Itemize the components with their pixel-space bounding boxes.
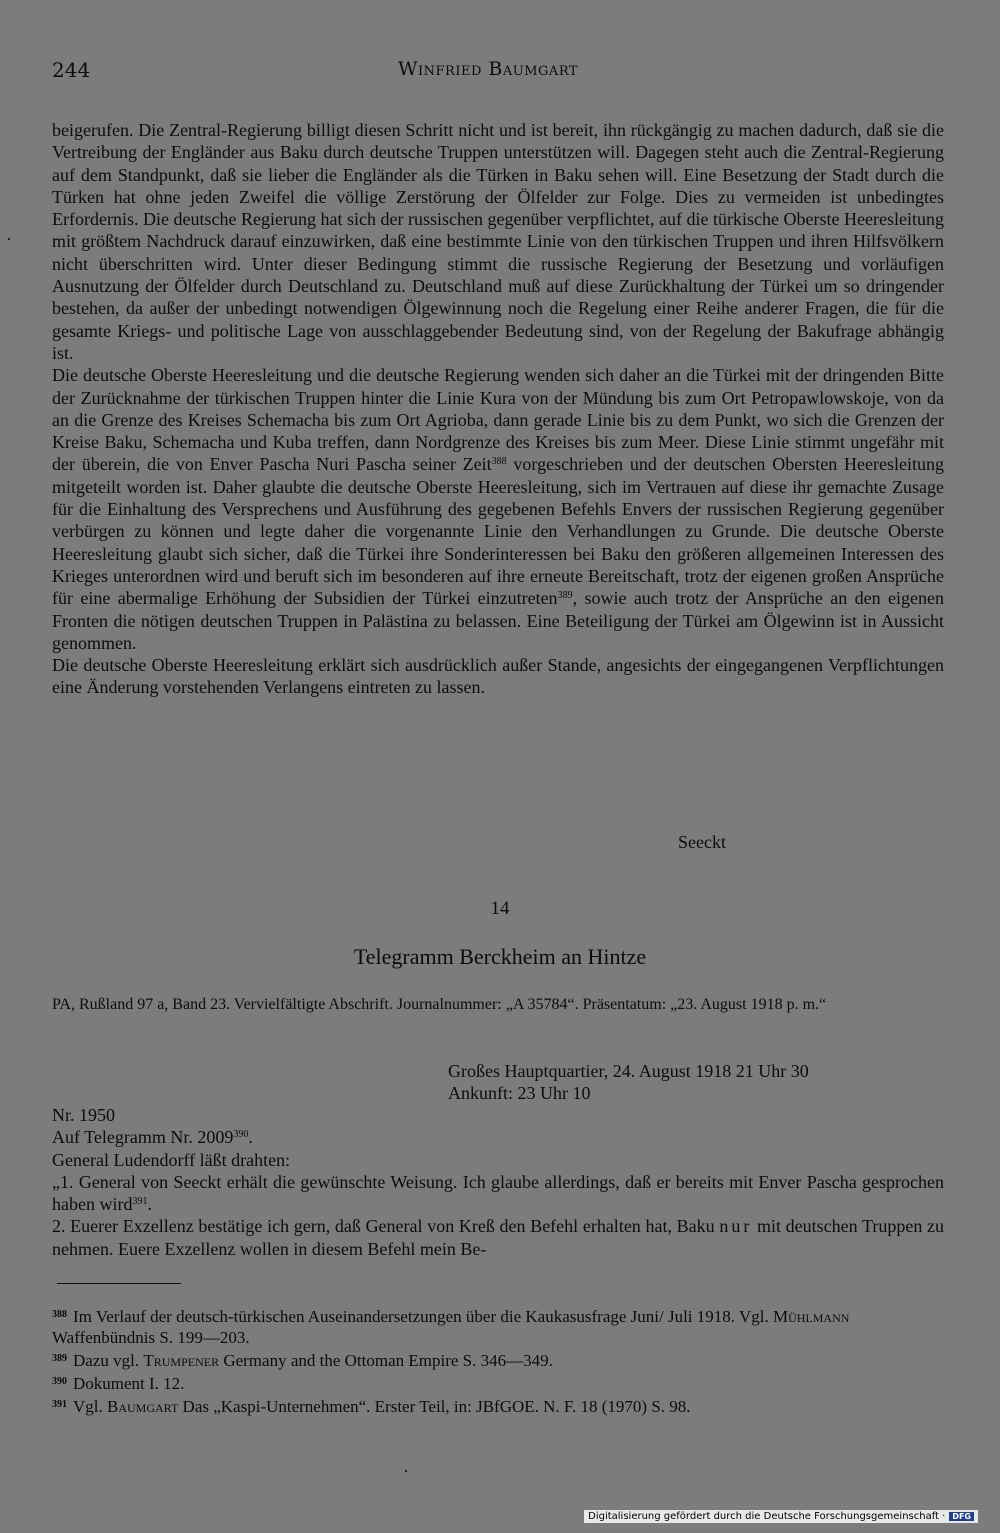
paragraph: Die deutsche Oberste Heeresleitung erklärt sich ausdrücklich außer Stande, angesichts der eingegangenen Verpflichtungen eine Änderung vorstehenden Verlangens eintreten zu lassen. <box>52 655 944 698</box>
dfg-logo: DFG <box>949 1512 974 1521</box>
footnote-ref: 389 <box>557 590 573 602</box>
scan-speck <box>405 1470 407 1472</box>
footnote-text: Waffenbündnis S. 199—203. <box>52 1328 250 1347</box>
footnote-text: Vgl. <box>73 1397 107 1416</box>
telegram-item <box>52 1171 944 1216</box>
body-text <box>52 119 944 699</box>
item-text: mit deutschen Truppen zu nehmen. Euere Exzellenz wollen in diesem Befehl mein Be- <box>52 1216 944 1259</box>
telegram-text <box>52 1104 944 1260</box>
footnote-ref: 388 <box>491 456 507 468</box>
document-title: Telegramm Berckheim an Hintze <box>353 944 647 969</box>
telegram-intro: General Ludendorff läßt drahten: <box>52 1149 291 1170</box>
author-name: Trumpener <box>143 1351 220 1370</box>
digitization-credit <box>584 1510 978 1523</box>
footnote-mark: 390 <box>52 1376 67 1387</box>
emphasis-spaced: nur <box>719 1216 753 1237</box>
footnotes <box>52 1304 944 1417</box>
item-text: 2. Euerer Exzellenz bestätige ich gern, daß General von Kreß den Befehl erhalten hat, Baku <box>52 1216 720 1237</box>
signature: Seeckt <box>678 832 726 852</box>
telegram-item <box>52 1215 944 1260</box>
footnote-text: Dazu vgl. <box>73 1351 144 1370</box>
paragraph-part: , sowie auch trotz der Ansprüche an den eigenen Fronten die nötigen deutschen Truppen in Palästina zu belassen. Eine Beteiligung der Türkei am Ölgewinn ist in Aussicht genommen. <box>52 588 944 653</box>
footnote-rule <box>57 1283 181 1284</box>
author-name: Baumgart <box>107 1397 179 1416</box>
document-number: 14 <box>490 898 510 919</box>
reference-end: . <box>248 1127 253 1148</box>
credit-text: Digitalisierung gefördert durch die Deutsche Forschungsgemeinschaft · <box>588 1511 946 1522</box>
footnote <box>52 1304 944 1348</box>
footnote <box>52 1371 944 1394</box>
running-header-author: Winfried Baumgart <box>398 58 579 80</box>
footnote-ref: 391 <box>132 1196 148 1208</box>
place-date: Großes Hauptquartier, 24. August 1918 21 Uhr 30 <box>448 1061 809 1081</box>
telegram-number: Nr. 1950 <box>52 1105 115 1125</box>
paragraph-part: Die deutsche Oberste Heeresleitung und die deutsche Regierung wenden sich daher an die Türkei mit der dringenden Bitte der Zurücknahme der türkischen Truppen hinter die Linie Kura von der Mündung bis zum Ort Petropawlowskoje, von da an die Grenze des Kreises Schemacha bis zum Ort Agrioba, dann gerade Linie bis zu dem Punkt, wo sich die Grenzen der Kreise Baku, Schemacha und Kuba treffen, dann Nordgrenze des Kreises bis zum Meer. Diese Linie stimmt ungefähr mit der überein, die von Enver Pascha Nuri Pascha seiner Zeit <box>52 365 944 475</box>
source-note: PA, Rußland 97 a, Band 23. Vervielfältigte Abschrift. Journalnummer: „A 35784“. Präsentatum: „23. August 1918 p. m.“ <box>52 996 827 1013</box>
footnote-mark: 389 <box>52 1353 67 1364</box>
telegram-reference <box>52 1126 944 1148</box>
dateline <box>448 1060 948 1104</box>
item-end: . <box>147 1194 152 1215</box>
paragraph: beigerufen. Die Zentral-Regierung billigt diesen Schritt nicht und ist bereit, ihn rückgängig zu machen dadurch, daß sie die Vertreibung der Engländer aus Baku durch deutsche Truppen unterstützen will. Dagegen steht auch die Zentral-Regierung auf dem Standpunkt, daß sie lieber die Engländer als die Türken in Baku sehen will. Eine Besetzung der Stadt durch die Türken hat ohne jeden Zweifel die völlige Zerstörung der Ölfelder zur Folge. Dies zu vermeiden ist unbedingtes Erfordernis. Die deutsche Regierung hat sich der russischen gegenüber verpflichtet, auf die türkische Oberste Heeresleitung mit größtem Nachdruck darauf einzuwirken, daß eine bestimmte Linie von den türkischen Truppen und ihren Hilfsvölkern nicht überschritten wird. Unter dieser Bedingung stimmt die russische Regierung der Besetzung und vorläufigen Ausnutzung der Ölfelder durch Deutschland zu. Deutschland muß auf diese Zurückhaltung der Türkei um so dringender bestehen, da außer der unbedingt notwendigen Ölgewinnung noch die Regelung einer Reihe anderer Fragen, die für die gesamte Kriegs- und politische Lage von ausschlaggebender Bedeutung sind, von der Regelung der Bakufrage abhängig ist. <box>52 120 944 363</box>
author-name: Mühlmann <box>772 1307 850 1326</box>
footnote-mark: 388 <box>52 1309 67 1320</box>
footnote-text: Im Verlauf der deutsch-türkischen Auseinandersetzungen über die Kaukasusfrage Juni/ Juli 1918. Vgl. <box>73 1307 773 1326</box>
footnote-ref: 390 <box>233 1129 249 1141</box>
paragraph <box>52 364 944 654</box>
footnote <box>52 1348 944 1371</box>
footnote-text: Dokument I. 12. <box>73 1374 185 1393</box>
arrival-time: Ankunft: 23 Uhr 10 <box>448 1083 591 1103</box>
footnote-text: Das „Kaspi-Unternehmen“. Erster Teil, in: JBfGOE. N. F. 18 (1970) S. 98. <box>178 1397 691 1416</box>
footnote-text: Germany and the Ottoman Empire S. 346—349. <box>219 1351 553 1370</box>
reference-text: Auf Telegramm Nr. 2009 <box>52 1127 234 1148</box>
scan-speck <box>8 238 10 240</box>
footnote-mark: 391 <box>52 1399 67 1410</box>
page-number: 244 <box>52 58 91 82</box>
footnote <box>52 1394 944 1417</box>
item-text: „1. General von Seeckt erhält die gewünschte Weisung. Ich glaube allerdings, daß er bereits mit Enver Pascha gesprochen haben wird <box>52 1171 944 1215</box>
paragraph-part: vorgeschrieben und der deutschen Obersten Heeresleitung mitgeteilt worden ist. Daher glaubte die deutsche Oberste Heeresleitung, sich im Vertrauen auf diese ihr gemachte Zusage für die Einhaltung des Versprechens und Ausführung des gegebenen Befehls Envers der russischen Regierung gegenüber verbürgen zu können und legte daher die vorgenannte Linie den Verhandlungen zu Grunde. Die deutsche Oberste Heeresleitung glaubt sich sicher, daß die Türkei ihre Sonderinteressen bei Baku den größeren allgemeinen Interessen des Krieges unterordnen wird und beruft sich im besonderen auf ihre erneute Bereitschaft, trotz der eigenen großen Ansprüche für eine abermalige Erhöhung der Subsidien der Türkei einzutreten <box>52 454 944 609</box>
